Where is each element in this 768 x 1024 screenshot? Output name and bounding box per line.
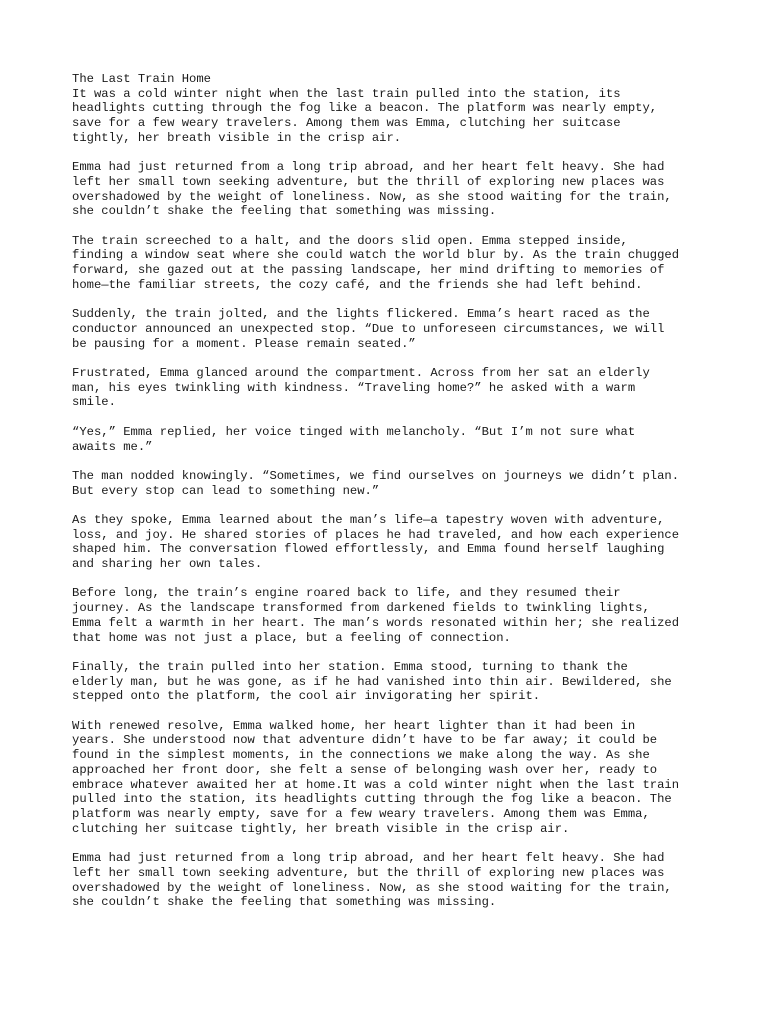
paragraph: “Yes,” Emma replied, her voice tinged with melancholy. “But I’m not sure what awaits me.”: [72, 424, 636, 454]
document-title: The Last Train Home: [72, 72, 211, 86]
paragraph: Emma had just returned from a long trip abroad, and her heart felt heavy. She had left her small town seeking adventure, but the thrill of exploring new places was overshadowed by the weight of loneliness. Now, as she stood waiting for the train, she couldn’t shake the feeling that something was missing.: [72, 851, 672, 910]
paragraph: Before long, the train’s engine roared back to life, and they resumed their journey. As the landscape transformed from darkened fields to twinkling lights, Emma felt a warmth in her heart. The man’s words resonated within her; she realized that home was not just a place, but a feeling of connection.: [72, 586, 680, 645]
paragraph: Finally, the train pulled into her station. Emma stood, turning to thank the elderly man, but he was gone, as if he had vanished into thin air. Bewildered, she stepped onto the platform, the cool air invigorating her spirit.: [72, 659, 672, 704]
paragraph: As they spoke, Emma learned about the man’s life—a tapestry woven with adventure, loss, and joy. He shared stories of places he had traveled, and how each experience shaped him. The conversation flowed effortlessly, and Emma found herself laughing and sharing her own tales.: [72, 512, 680, 572]
paragraph: Frustrated, Emma glanced around the compartment. Across from her sat an elderly man, his eyes twinkling with kindness. “Traveling home?” he asked with a warm smile.: [72, 366, 650, 410]
paragraph: The man nodded knowingly. “Sometimes, we find ourselves on journeys we didn’t plan. But every stop can lead to something new.”: [72, 468, 680, 498]
paragraph: Emma had just returned from a long trip abroad, and her heart felt heavy. She had left her small town seeking adventure, but the thrill of exploring new places was overshadowed by the weight of loneliness. Now, as she stood waiting for the train, she couldn’t shake the feeling that something was missing.: [72, 160, 672, 219]
paragraph: With renewed resolve, Emma walked home, her heart lighter than it had been in years. She understood now that adventure didn’t have to be far away; it could be found in the simplest moments, in the connections we make along the way. As she approached her front door, she felt a sense of belonging wash over her, ready to embrace whatever awaited her at home.It was a cold winter night when the last train pulled into the station, its headlights cutting through the fog like a beacon. The platform was nearly empty, save for a few weary travelers. Among them was Emma, clutching her suitcase tightly, her breath visible in the crisp air.: [72, 718, 680, 836]
paragraph: It was a cold winter night when the last train pulled into the station, its headlights cutting through the fog like a beacon. The platform was nearly empty, save for a few weary travelers. Among them was Emma, clutching her suitcase tightly, her breath visible in the crisp air.: [72, 86, 658, 145]
document-page: [72, 72, 712, 925]
paragraph: Suddenly, the train jolted, and the lights flickered. Emma’s heart raced as the conductor announced an unexpected stop. “Due to unforeseen circumstances, we will be pausing for a moment. Please remain seated.”: [72, 307, 665, 351]
paragraph: The train screeched to a halt, and the doors slid open. Emma stepped inside, finding a window seat where she could watch the world blur by. As the train chugged forward, she gazed out at the passing landscape, her mind drifting to memories of home—the familiar streets, the cozy café, and the friends she had left behind.: [72, 233, 680, 292]
